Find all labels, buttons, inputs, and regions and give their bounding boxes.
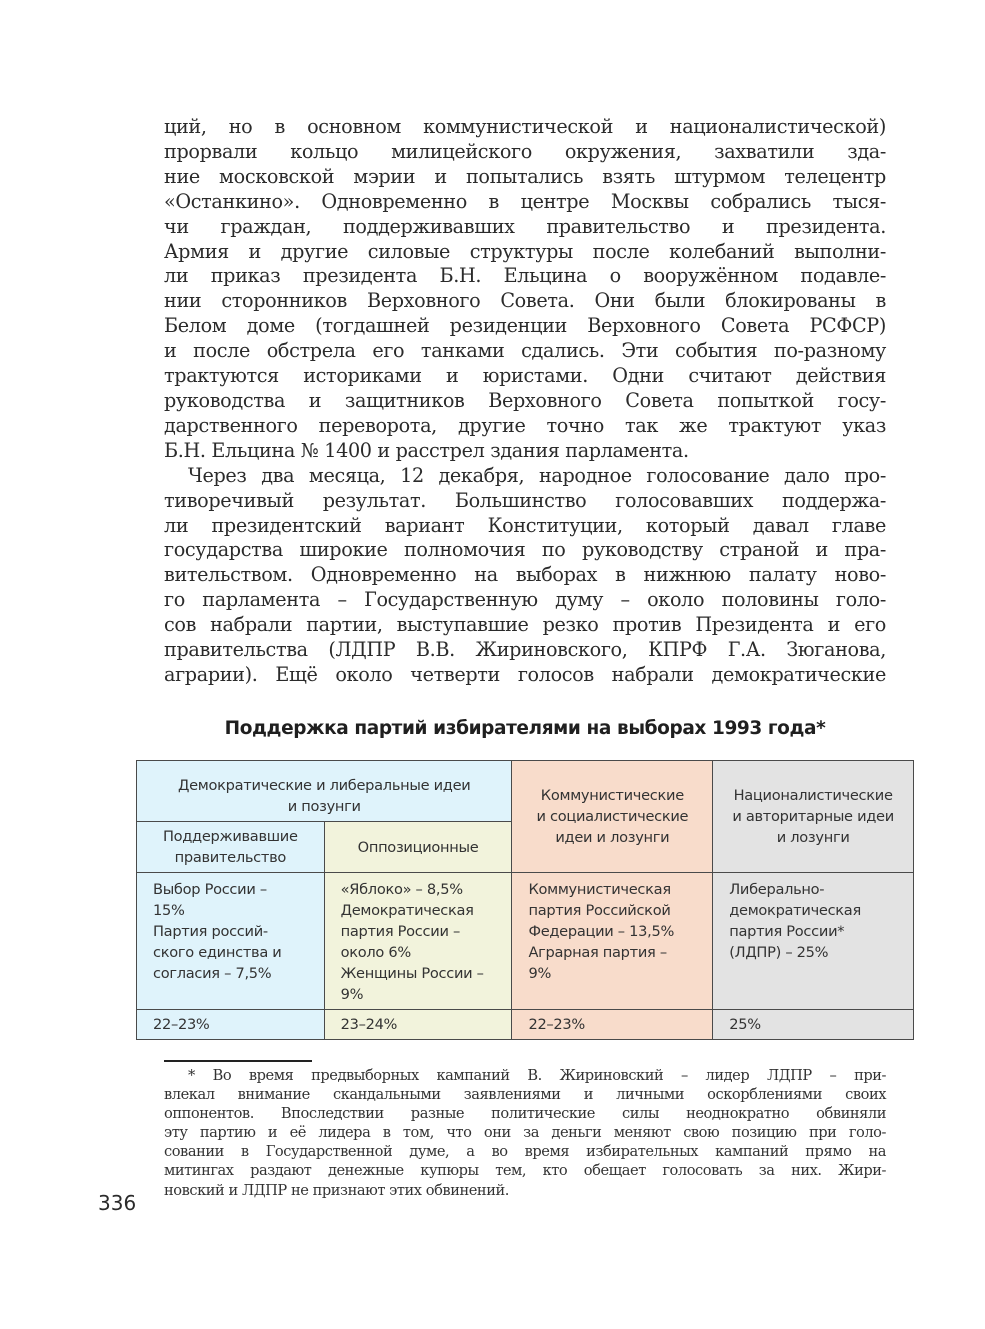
footnote-line: новский и ЛДПР не признают этих обвинений. xyxy=(164,1181,509,1199)
footnote-line: влекал внимание скандальными заявлениями и личными оскорблениями своих xyxy=(164,1086,886,1104)
text-line: «Останкино». Одновременно в центре Москвы собрались тыся- xyxy=(164,189,886,213)
text-line: ций, но в основном коммунистической и националистической) xyxy=(164,115,886,138)
text-line: чи граждан, поддерживавших правительство и президента. xyxy=(164,214,886,238)
total-opposition: 23–24% xyxy=(324,1010,512,1040)
cell-communist: Коммунистическая партия Российской Федерации – 13,5% Аграрная партия – 9% xyxy=(512,873,713,1010)
footnote-line: * Во время предвыборных кампаний В. Жириновский – лидер ЛДПР – при- xyxy=(188,1067,886,1084)
table-row-totals xyxy=(137,1010,914,1040)
text-line: тиворечивый результат. Большинство голосовавших поддержа- xyxy=(164,488,886,512)
text-line: ли президентский вариант Конституции, который давал главе xyxy=(164,513,886,537)
footnote-divider xyxy=(164,1060,312,1062)
text-line: Через два месяца, 12 декабря, народное голосование дало про- xyxy=(188,463,886,487)
total-supporting-government: 22–23% xyxy=(137,1010,325,1040)
paragraph-1 xyxy=(164,115,886,464)
header-supporting-government: Поддерживавшие правительство xyxy=(137,822,325,873)
cell-nationalist: Либерально- демократическая партия России* (ЛДПР) – 25% xyxy=(713,873,914,1010)
footnote-line: оппонентов. Впоследствии разные политические силы неоднократно обвиняли xyxy=(164,1105,886,1123)
footnote-line: митингах раздают денежные купюры тем, кто обещает голосовать за них. Жири- xyxy=(164,1162,886,1180)
main-text xyxy=(164,115,886,688)
text-line: государства широкие полномочия по руководству страной и пра- xyxy=(164,538,886,562)
text-line: го парламента – Государственную думу – около половины голо- xyxy=(164,588,886,612)
text-line: Армия и другие силовые структуры после колебаний выполни- xyxy=(164,239,886,263)
party-support-table xyxy=(136,760,914,1040)
text-line: нии сторонников Верховного Совета. Они были блокированы в xyxy=(164,289,886,313)
footnote-line: эту партию и её лидера в том, что они за деньги меняют свою позицию при голо- xyxy=(164,1124,886,1142)
paragraph-2 xyxy=(164,464,886,688)
text-line: дарственного переворота, другие точно так же трактуют указ xyxy=(164,413,886,437)
table-row xyxy=(137,873,914,1010)
header-opposition: Оппозиционные xyxy=(324,822,512,873)
table-title: Поддержка партий избирателями на выборах 1993 года* xyxy=(224,718,826,739)
total-communist: 22–23% xyxy=(512,1010,713,1040)
text-line: ли приказ президента Б.Н. Ельцина о вооружённом подавле- xyxy=(164,264,886,288)
page-number: 336 xyxy=(98,1191,137,1215)
footnote xyxy=(164,1066,886,1200)
text-line: трактуются историками и юристами. Одни считают действия xyxy=(164,364,886,388)
header-democratic-group: Демократические и либеральные идеи и позунги xyxy=(137,761,512,822)
text-line: и после обстрела его танками сдались. Эти события по-разному xyxy=(164,339,886,363)
footnote-line: совании в Государственной думе, а во время избирательных кампаний прямо на xyxy=(164,1143,886,1161)
text-line: Б.Н. Ельцина № 1400 и расстрел здания парламента. xyxy=(164,438,689,462)
text-line: руководства и защитников Верховного Совета попыткой госу- xyxy=(164,388,886,412)
header-communist: Коммунистические и социалистические идеи и лозунги xyxy=(512,761,713,873)
text-line: прорвали кольцо милицейского окружения, захватили зда- xyxy=(164,139,886,163)
total-nationalist: 25% xyxy=(713,1010,914,1040)
text-line: сов набрали партии, выступавшие резко против Президента и его xyxy=(164,613,886,637)
text-line: аграрии). Ещё около четверти голосов набрали демократические xyxy=(164,662,886,686)
text-line: правительства (ЛДПР В.В. Жириновского, КПРФ Г.А. Зюганова, xyxy=(164,638,886,662)
text-line: ние московской мэрии и попытались взять штурмом телецентр xyxy=(164,164,886,188)
cell-supporting-government: Выбор России – 15% Партия россий- ского единства и согласия – 7,5% xyxy=(137,873,325,1010)
text-line: Белом доме (тогдашней резиденции Верховного Совета РСФСР) xyxy=(164,314,886,338)
cell-opposition: «Яблоко» – 8,5% Демократическая партия России – около 6% Женщины России – 9% xyxy=(324,873,512,1010)
header-nationalist: Националистические и авторитарные идеи и лозунги xyxy=(713,761,914,873)
text-line: вительством. Одновременно на выборах в нижнюю палату ново- xyxy=(164,563,886,587)
